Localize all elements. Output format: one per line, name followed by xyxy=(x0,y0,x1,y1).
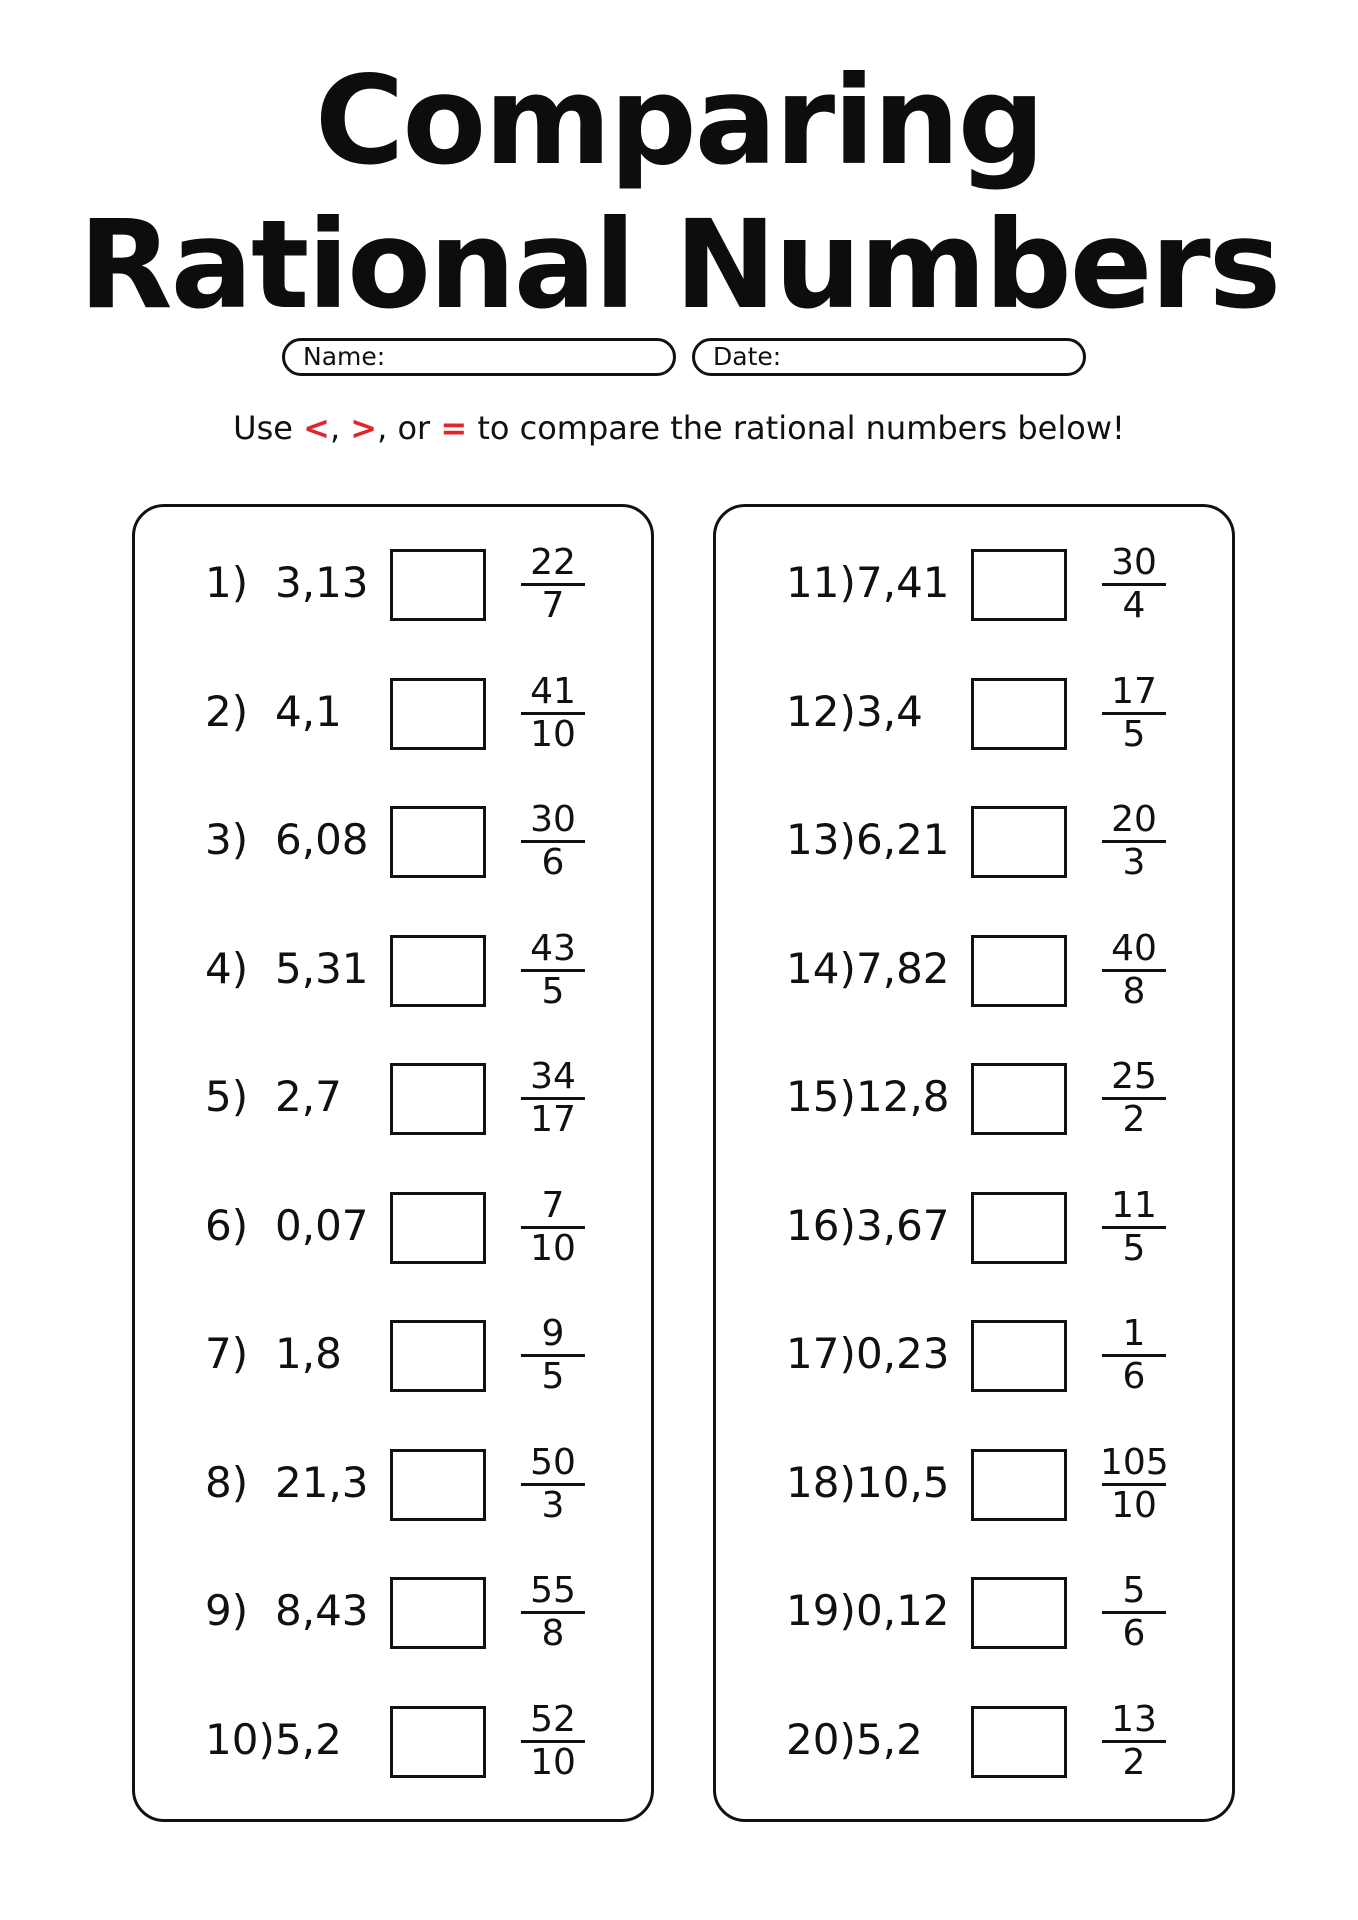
fraction-numerator: 25 xyxy=(1111,1056,1157,1097)
fraction xyxy=(1100,1186,1168,1269)
fraction-denominator: 2 xyxy=(1122,1741,1146,1783)
problem-number: 15) xyxy=(786,1072,856,1121)
problem-row xyxy=(716,1570,1232,1654)
fraction-numerator: 30 xyxy=(530,799,576,840)
problem-number: 17) xyxy=(786,1329,856,1378)
problem-number: 13) xyxy=(786,815,856,864)
problem-number: 3) xyxy=(205,815,249,864)
fraction xyxy=(519,929,587,1012)
instructions-sep-2: , or xyxy=(377,409,441,447)
decimal-value: 4,1 xyxy=(275,686,342,736)
fraction-denominator: 4 xyxy=(1122,585,1146,626)
fraction xyxy=(1100,800,1168,883)
fraction-denominator: 5 xyxy=(541,970,565,1012)
problem-row xyxy=(135,799,651,883)
fraction-numerator: 1 xyxy=(1122,1313,1146,1354)
problem-row xyxy=(716,799,1232,883)
fraction-numerator: 22 xyxy=(530,542,576,583)
fraction xyxy=(519,1057,587,1140)
fraction xyxy=(1100,1443,1168,1526)
fraction-denominator: 2 xyxy=(1122,1099,1146,1140)
decimal-value: 21,3 xyxy=(275,1457,369,1507)
answer-box[interactable] xyxy=(971,1449,1067,1521)
decimal-value: 5,2 xyxy=(275,1714,342,1764)
problem-row xyxy=(135,1184,651,1269)
problem-row xyxy=(135,1313,651,1397)
fraction-numerator: 55 xyxy=(530,1570,576,1611)
fraction-numerator: 20 xyxy=(1111,799,1157,840)
decimal-value: 0,07 xyxy=(275,1200,369,1250)
fraction-numerator: 105 xyxy=(1100,1441,1169,1483)
fraction-denominator: 3 xyxy=(541,1484,565,1526)
fraction xyxy=(1100,543,1168,626)
problem-row xyxy=(135,1441,651,1526)
fraction-denominator: 7 xyxy=(541,585,565,626)
fraction xyxy=(519,1314,587,1397)
problem-number: 8) xyxy=(205,1457,249,1507)
decimal-value: 0,12 xyxy=(856,1586,950,1635)
fraction-denominator: 8 xyxy=(541,1613,565,1654)
fraction xyxy=(1100,672,1168,755)
problem-row xyxy=(135,927,651,1012)
fraction xyxy=(519,1443,587,1526)
fraction-numerator: 50 xyxy=(530,1441,576,1483)
problem-row xyxy=(135,1056,651,1140)
fraction xyxy=(1100,1314,1168,1397)
fraction xyxy=(519,800,587,883)
answer-box[interactable] xyxy=(390,806,486,878)
fraction-numerator: 41 xyxy=(530,670,576,712)
answer-box[interactable] xyxy=(390,1192,486,1264)
fraction-denominator: 10 xyxy=(530,713,576,755)
answer-box[interactable] xyxy=(390,1577,486,1649)
problem-number: 9) xyxy=(205,1586,249,1635)
decimal-value: 8,43 xyxy=(275,1586,369,1635)
decimal-value: 6,08 xyxy=(275,815,369,864)
fraction-numerator: 30 xyxy=(1111,542,1157,583)
left-problems-panel xyxy=(132,504,654,1822)
answer-box[interactable] xyxy=(390,1706,486,1778)
fraction-numerator: 11 xyxy=(1111,1184,1157,1226)
fraction xyxy=(519,1186,587,1269)
decimal-value: 12,8 xyxy=(856,1072,950,1121)
problem-row xyxy=(716,1056,1232,1140)
decimal-value: 7,82 xyxy=(856,943,950,993)
decimal-value: 2,7 xyxy=(275,1072,342,1121)
fraction-denominator: 3 xyxy=(1122,842,1146,883)
instructions-prefix: Use xyxy=(233,409,304,447)
title-line-1: Comparing xyxy=(314,50,1044,192)
answer-box[interactable] xyxy=(390,1449,486,1521)
fraction-numerator: 52 xyxy=(530,1698,576,1740)
problem-number: 18) xyxy=(786,1457,856,1507)
answer-box[interactable] xyxy=(971,1577,1067,1649)
fraction-denominator: 10 xyxy=(530,1741,576,1783)
decimal-value: 5,2 xyxy=(856,1714,923,1764)
decimal-value: 3,13 xyxy=(275,558,369,607)
problem-row xyxy=(716,1184,1232,1269)
problem-row xyxy=(135,542,651,626)
problem-number: 11) xyxy=(786,558,856,607)
greater-than-symbol: > xyxy=(350,409,378,447)
fraction-denominator: 8 xyxy=(1122,970,1146,1012)
problem-number: 2) xyxy=(205,686,249,736)
problem-number: 6) xyxy=(205,1200,249,1250)
fraction xyxy=(1100,1700,1168,1783)
date-field[interactable] xyxy=(692,338,1086,376)
fraction-denominator: 5 xyxy=(1122,713,1146,755)
fraction-numerator: 13 xyxy=(1111,1698,1157,1740)
problem-number: 14) xyxy=(786,943,856,993)
fraction-numerator: 43 xyxy=(530,927,576,969)
fraction xyxy=(519,543,587,626)
fraction-numerator: 17 xyxy=(1111,670,1157,712)
problem-number: 19) xyxy=(786,1586,856,1635)
right-problems-panel xyxy=(713,504,1235,1822)
problem-row xyxy=(135,1570,651,1654)
decimal-value: 3,4 xyxy=(856,686,923,736)
answer-box[interactable] xyxy=(971,806,1067,878)
answer-box[interactable] xyxy=(390,1063,486,1135)
fraction-numerator: 9 xyxy=(541,1313,565,1354)
name-field[interactable] xyxy=(282,338,676,376)
fraction-numerator: 40 xyxy=(1111,927,1157,969)
less-than-symbol: < xyxy=(303,409,330,447)
decimal-value: 3,67 xyxy=(856,1200,950,1250)
instructions-sep-1: , xyxy=(329,409,351,447)
answer-box[interactable] xyxy=(971,1706,1067,1778)
fraction xyxy=(519,1700,587,1783)
fraction-denominator: 6 xyxy=(1122,1356,1146,1397)
fraction xyxy=(519,1571,587,1654)
date-label: Date: xyxy=(713,342,782,371)
problem-number: 10) xyxy=(205,1714,275,1764)
problem-number: 16) xyxy=(786,1200,856,1250)
fraction xyxy=(519,672,587,755)
instructions xyxy=(0,406,1358,450)
problem-row xyxy=(135,1698,651,1783)
fraction xyxy=(1100,1571,1168,1654)
answer-box[interactable] xyxy=(390,1320,486,1392)
answer-box[interactable] xyxy=(971,1192,1067,1264)
fraction-denominator: 6 xyxy=(541,842,565,883)
fraction-denominator: 10 xyxy=(1111,1484,1157,1526)
answer-box[interactable] xyxy=(390,549,486,621)
problem-number: 4) xyxy=(205,943,249,993)
problem-row xyxy=(716,1441,1232,1526)
name-label: Name: xyxy=(303,342,386,371)
instructions-suffix: to compare the rational numbers below! xyxy=(467,409,1125,447)
decimal-value: 1,8 xyxy=(275,1329,342,1378)
title-line-2: Rational Numbers xyxy=(78,194,1280,336)
decimal-value: 5,31 xyxy=(275,943,369,993)
answer-box[interactable] xyxy=(971,1063,1067,1135)
decimal-value: 6,21 xyxy=(856,815,950,864)
problem-row xyxy=(716,1698,1232,1783)
fraction-numerator: 5 xyxy=(1122,1570,1146,1611)
problem-number: 12) xyxy=(786,686,856,736)
answer-box[interactable] xyxy=(971,1320,1067,1392)
fraction-denominator: 10 xyxy=(530,1227,576,1269)
problem-row xyxy=(716,1313,1232,1397)
answer-box[interactable] xyxy=(971,549,1067,621)
fraction-denominator: 17 xyxy=(530,1099,576,1140)
equals-symbol: = xyxy=(440,409,468,447)
problem-number: 20) xyxy=(786,1714,856,1764)
answer-box[interactable] xyxy=(390,678,486,750)
fraction-denominator: 5 xyxy=(1122,1227,1146,1269)
fraction-numerator: 34 xyxy=(530,1056,576,1097)
answer-box[interactable] xyxy=(390,935,486,1007)
problem-row xyxy=(716,670,1232,755)
fraction xyxy=(1100,1057,1168,1140)
decimal-value: 7,41 xyxy=(856,558,950,607)
answer-box[interactable] xyxy=(971,678,1067,750)
problem-number: 1) xyxy=(205,558,249,607)
fraction xyxy=(1100,929,1168,1012)
problem-row xyxy=(135,670,651,755)
answer-box[interactable] xyxy=(971,935,1067,1007)
decimal-value: 0,23 xyxy=(856,1329,950,1378)
fraction-denominator: 5 xyxy=(541,1356,565,1397)
fraction-numerator: 7 xyxy=(541,1184,565,1226)
fraction-denominator: 6 xyxy=(1122,1613,1146,1654)
problem-row xyxy=(716,542,1232,626)
decimal-value: 10,5 xyxy=(856,1457,950,1507)
problem-number: 7) xyxy=(205,1329,249,1378)
problem-row xyxy=(716,927,1232,1012)
problem-number: 5) xyxy=(205,1072,249,1121)
